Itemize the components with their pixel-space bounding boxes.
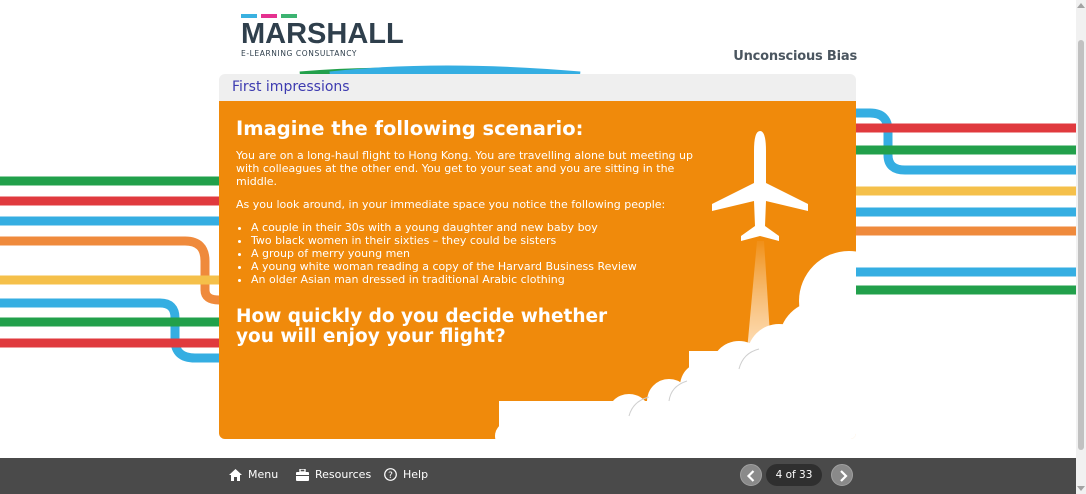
scroll-up-arrow-icon[interactable] (1077, 2, 1085, 8)
scenario-heading: Imagine the following scenario: (236, 117, 584, 140)
resources-button[interactable] (296, 468, 371, 481)
scenario-question: How quickly do you decide whether you will enjoy your flight? (236, 306, 608, 347)
slide-body (219, 101, 856, 439)
help-circle-icon (384, 468, 397, 481)
right-line-blue (856, 113, 1076, 170)
people-list (236, 221, 716, 286)
chevron-right-icon (832, 465, 854, 487)
scenario-intro: You are on a long-haul flight to Hong Kong. You are travelling alone but meeting up with colleagues at the other end. You get to your seat and you are sitting in the middle. (236, 149, 693, 188)
scenario-lookaround: As you look around, in your immediate space you notice the following people: (236, 198, 666, 211)
scrollbar-thumb[interactable] (1078, 40, 1084, 450)
previous-slide-button[interactable] (740, 464, 762, 486)
logo-name: MARSHALL (241, 18, 404, 50)
left-line-blue-low (0, 303, 219, 358)
course-title: Unconscious Bias (733, 49, 857, 64)
list-item: • A young white woman reading a copy of the Harvard Business Review (251, 260, 716, 273)
list-item: • An older Asian man dressed in traditional Arabic clothing (251, 273, 716, 286)
help-button[interactable] (384, 468, 428, 481)
svg-text:?: ? (388, 470, 393, 481)
menu-label: Menu (248, 468, 279, 481)
left-line-orange (0, 241, 219, 300)
page-indicator: 4 of 33 (766, 464, 822, 486)
home-icon (229, 469, 242, 481)
resources-label: Resources (315, 468, 372, 481)
menu-button[interactable] (229, 468, 278, 481)
logo-tagline: E-LEARNING CONSULTANCY (241, 49, 358, 58)
slide-header: First impressions (219, 74, 856, 101)
slide-panel (219, 74, 856, 439)
list-item: • Two black women in their sixties – they could be sisters (251, 234, 716, 247)
airplane-icon (712, 131, 808, 241)
vertical-scrollbar[interactable] (1076, 0, 1086, 494)
brand-logo (241, 14, 404, 58)
list-item: • A group of merry young men (251, 247, 716, 260)
next-slide-button[interactable] (831, 464, 853, 486)
scenario-content (236, 117, 716, 347)
list-item: • A couple in their 30s with a young daughter and new baby boy (251, 221, 716, 234)
chevron-left-icon (741, 465, 763, 487)
player-footer (0, 458, 1076, 494)
help-label: Help (403, 468, 429, 481)
scroll-down-arrow-icon[interactable] (1077, 486, 1085, 492)
briefcase-icon (296, 469, 309, 481)
